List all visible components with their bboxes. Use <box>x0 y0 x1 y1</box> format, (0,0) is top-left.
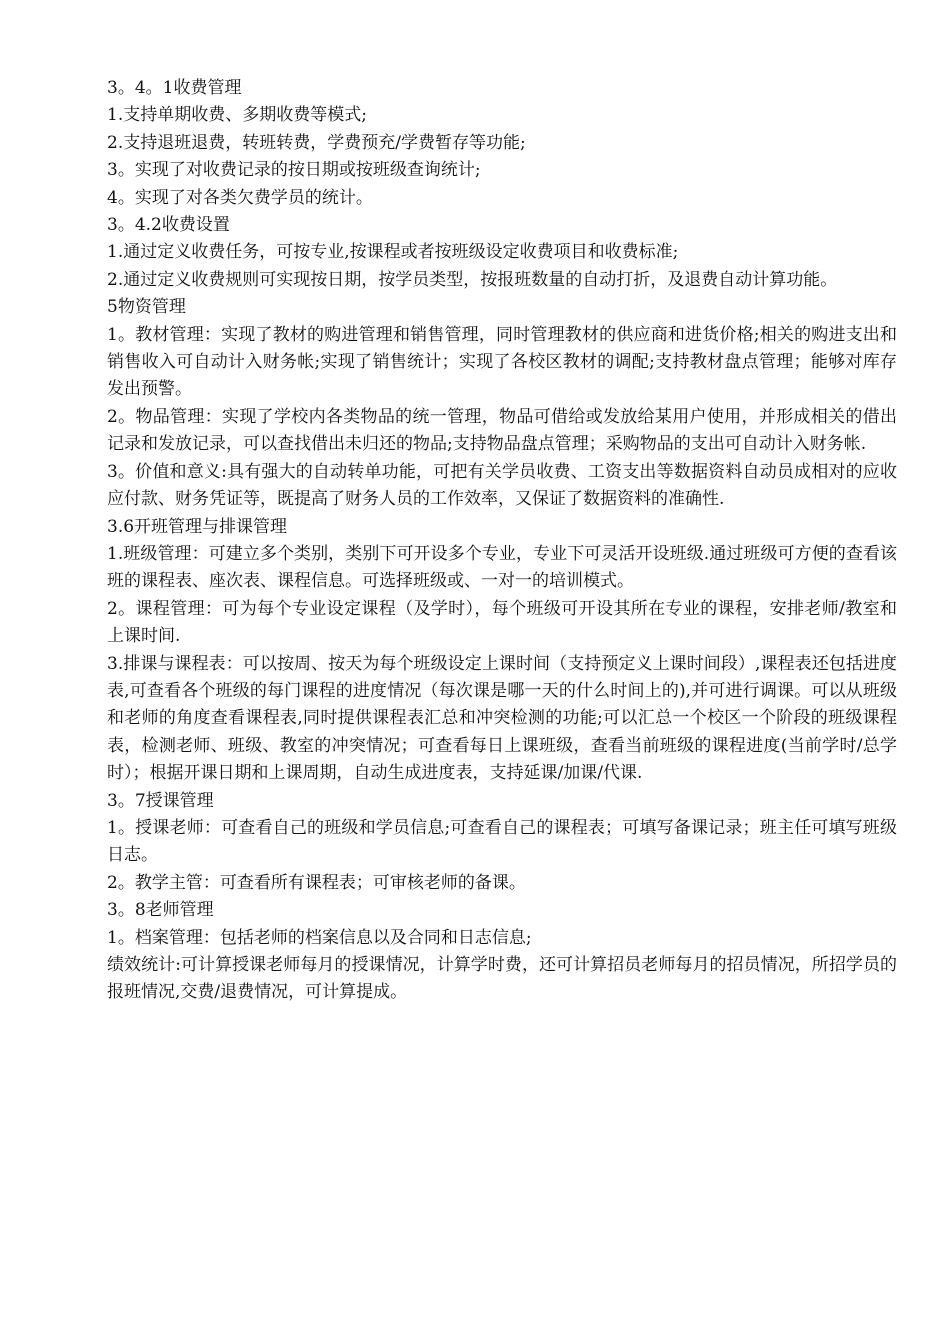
paragraph: 2.通过定义收费规则可实现按日期，按学员类型，按报班数量的自动打折，及退费自动计算功能。 <box>107 269 838 290</box>
section-class-scheduling <box>107 514 897 788</box>
section-heading: 3。4。1收费管理 <box>107 78 242 98</box>
paragraph: 2。物品管理：实现了学校内各类物品的统一管理，物品可借给或发放给某用户使用，并形成相关的借出记录和发放记录，可以查找借出未归还的物品;支持物品盘点管理；采购物品的支出可自动计入财务帐. <box>107 406 897 455</box>
section-heading: 5物资管理 <box>107 297 186 318</box>
paragraph: 1.通过定义收费任务，可按专业,按课程或者按班级设定收费项目和收费标准; <box>107 242 679 263</box>
paragraph: 1。授课老师：可查看自己的班级和学员信息;可查看自己的课程表；可填写备课记录；班主任可填写班级日志。 <box>107 817 897 866</box>
paragraph: 1。教材管理：实现了教材的购进管理和销售管理，同时管理教材的供应商和进货价格;相关的购进支出和销售收入可自动计入财务帐;实现了销售统计；实现了各校区教材的调配;支持教材盘点管理；能够对库存发出预警。 <box>107 324 897 400</box>
section-heading: 3。7授课管理 <box>107 790 214 811</box>
paragraph: 2。课程管理：可为每个专业设定课程（及学时），每个班级可开设其所在专业的课程，安排老师/教室和上课时间. <box>107 598 897 647</box>
document-body <box>107 75 897 1007</box>
paragraph: 绩效统计:可计算授课老师每月的授课情况，计算学时费，还可计算招员老师每月的招员情况，所招学员的报班情况,交费/退费情况，可计算提成。 <box>107 955 897 1003</box>
paragraph: 1。档案管理：包括老师的档案信息以及合同和日志信息; <box>107 927 532 948</box>
section-teacher-management <box>107 897 897 1007</box>
paragraph: 3。实现了对收费记录的按日期或按班级查询统计; <box>107 160 481 181</box>
paragraph: 1.支持单期收费、多期收费等模式; <box>107 105 367 126</box>
paragraph: 3.排课与课程表：可以按周、按天为每个班级设定上课时间（支持预定义上课时间段）,课程表还包括进度表,可查看各个班级的每门课程的进度情况（每次课是哪一天的什么时间上的),并可进行调课。可以从班级和老师的角度查看课程表,同时提供课程表汇总和冲突检测的功能;可以汇总一个校区一个阶段的班级课程表，检测老师、班级、教室的冲突情况；可查看每日上课班级，查看当前班级的课程进度(当前学时/总学时）；根据开课日期和上课周期，自动生成进度表，支持延课/加课/代课. <box>107 653 897 784</box>
paragraph: 4。实现了对各类欠费学员的统计。 <box>107 187 373 208</box>
paragraph: 1.班级管理：可建立多个类别，类别下可开设多个专业，专业下可灵活开设班级.通过班级可方便的查看该班的课程表、座次表、课程信息。可选择班级或、一对一的培训模式。 <box>107 543 897 592</box>
section-heading: 3.6开班管理与排课管理 <box>107 516 288 537</box>
section-teaching-management <box>107 788 897 898</box>
section-charge-management <box>107 75 897 212</box>
section-materials-management <box>107 294 897 513</box>
paragraph: 3。价值和意义:具有强大的自动转单功能，可把有关学员收费、工资支出等数据资料自动员成相对的应收应付款、财务凭证等，既提高了财务人员的工作效率，又保证了数据资料的准确性. <box>107 461 897 510</box>
paragraph: 2。教学主管：可查看所有课程表；可审核老师的备课。 <box>107 872 526 893</box>
section-heading: 3。8老师管理 <box>107 900 214 921</box>
section-heading: 3。4.2收费设置 <box>107 215 230 236</box>
paragraph: 2.支持退班退费，转班转费，学费预充/学费暂存等功能; <box>107 132 526 153</box>
section-charge-settings <box>107 212 897 294</box>
